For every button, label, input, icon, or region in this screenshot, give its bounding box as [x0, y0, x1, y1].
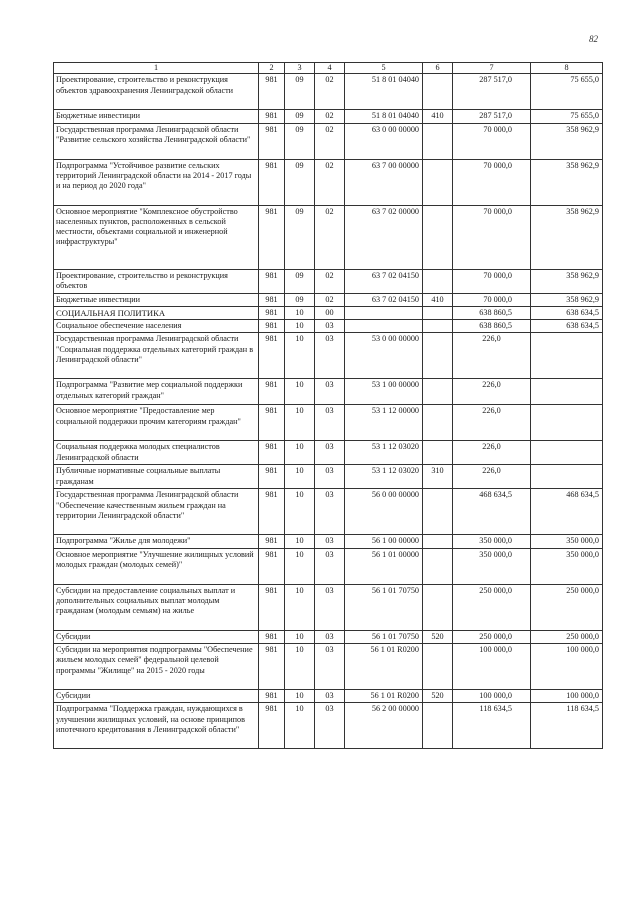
row-ved-cell: 981 [259, 630, 285, 643]
table-body [54, 74, 603, 749]
row-pr-cell: 03 [315, 548, 345, 584]
row-sum-2017-cell: 118 634,5 [453, 703, 531, 749]
row-sum-2017-cell: 287 517,0 [453, 74, 531, 110]
table-row [54, 535, 603, 548]
row-vr-cell [423, 441, 453, 465]
row-sum-2017-cell: 70 000,0 [453, 123, 531, 159]
row-pr-cell: 03 [315, 320, 345, 333]
row-pr-cell: 02 [315, 74, 345, 110]
row-rz-cell: 09 [285, 269, 315, 293]
table-row [54, 123, 603, 159]
row-csr-cell: 56 1 00 00000 [345, 535, 423, 548]
row-csr-cell: 63 7 02 04150 [345, 293, 423, 306]
table-row [54, 441, 603, 465]
row-sum-2017-cell: 226,0 [453, 379, 531, 405]
row-ved-cell: 981 [259, 293, 285, 306]
row-ved-cell: 981 [259, 548, 285, 584]
row-ved-cell: 981 [259, 205, 285, 269]
row-csr-cell: 56 1 01 00000 [345, 548, 423, 584]
row-name-cell: Подпрограмма "Устойчивое развитие сельских территорий Ленинградской области на 2014 - 2017 годы и на период до 2020 года" [54, 159, 259, 205]
row-name-cell: Государственная программа Ленинградской области "Обеспечение качественным жильем граждан на территории Ленинградской области" [54, 489, 259, 535]
row-name-cell: Проектирование, строительство и реконструкция объектов здравоохранения Ленинградской области [54, 74, 259, 110]
row-ved-cell: 981 [259, 320, 285, 333]
row-pr-cell: 00 [315, 306, 345, 319]
row-csr-cell: 53 1 00 00000 [345, 379, 423, 405]
row-ved-cell: 981 [259, 690, 285, 703]
row-name-cell: Субсидии [54, 630, 259, 643]
row-sum-2017-cell: 468 634,5 [453, 489, 531, 535]
row-ved-cell: 981 [259, 269, 285, 293]
row-sum-2017-cell: 226,0 [453, 441, 531, 465]
row-name-cell: Подпрограмма "Жилье для молодежи" [54, 535, 259, 548]
row-name-cell: Субсидии на мероприятия подпрограммы "Обеспечение жильем молодых семей" федеральной целевой программы "Жилище" на 2015 - 2020 годы [54, 644, 259, 690]
row-rz-cell: 09 [285, 74, 315, 110]
table-row [54, 548, 603, 584]
row-vr-cell [423, 489, 453, 535]
row-name-cell: Подпрограмма "Поддержка граждан, нуждающихся в улучшении жилищных условий, на основе принципов ипотечного кредитования в Ленинградской области" [54, 703, 259, 749]
row-ved-cell: 981 [259, 644, 285, 690]
table-row [54, 644, 603, 690]
row-csr-cell: 63 0 00 00000 [345, 123, 423, 159]
budget-table [53, 62, 603, 749]
row-csr-cell: 53 1 12 03020 [345, 441, 423, 465]
table-row [54, 489, 603, 535]
row-vr-cell: 520 [423, 690, 453, 703]
row-vr-cell: 310 [423, 465, 453, 489]
row-sum-2018-cell [531, 405, 603, 441]
row-ved-cell: 981 [259, 535, 285, 548]
row-pr-cell: 02 [315, 293, 345, 306]
row-name-cell: Государственная программа Ленинградской области "Развитие сельского хозяйства Ленинградской области" [54, 123, 259, 159]
row-name-cell: Основное мероприятие "Улучшение жилищных условий молодых граждан (молодых семей)" [54, 548, 259, 584]
row-ved-cell: 981 [259, 441, 285, 465]
row-vr-cell [423, 535, 453, 548]
row-vr-cell [423, 644, 453, 690]
row-name-cell: Основное мероприятие "Предоставление мер социальной поддержки прочим категориям граждан" [54, 405, 259, 441]
row-ved-cell: 981 [259, 333, 285, 379]
row-sum-2018-cell: 350 000,0 [531, 535, 603, 548]
row-csr-cell: 63 7 02 00000 [345, 205, 423, 269]
row-csr-cell: 56 1 01 R0200 [345, 644, 423, 690]
row-sum-2017-cell: 100 000,0 [453, 690, 531, 703]
row-sum-2018-cell [531, 441, 603, 465]
row-pr-cell: 03 [315, 703, 345, 749]
table-row [54, 630, 603, 643]
row-ved-cell: 981 [259, 465, 285, 489]
row-sum-2017-cell: 250 000,0 [453, 584, 531, 630]
row-pr-cell: 03 [315, 584, 345, 630]
row-name-cell: Проектирование, строительство и реконструкция объектов [54, 269, 259, 293]
row-sum-2018-cell: 358 962,9 [531, 293, 603, 306]
row-vr-cell [423, 320, 453, 333]
row-pr-cell: 02 [315, 205, 345, 269]
row-csr-cell: 56 1 01 70750 [345, 584, 423, 630]
row-csr-cell: 51 8 01 04040 [345, 110, 423, 123]
row-pr-cell: 03 [315, 630, 345, 643]
row-csr-cell [345, 306, 423, 319]
row-vr-cell: 520 [423, 630, 453, 643]
header-cell-5: 5 [345, 63, 423, 74]
row-csr-cell: 56 1 01 R0200 [345, 690, 423, 703]
table-row [54, 584, 603, 630]
row-sum-2018-cell: 250 000,0 [531, 584, 603, 630]
row-vr-cell [423, 379, 453, 405]
row-sum-2018-cell: 358 962,9 [531, 269, 603, 293]
row-pr-cell: 03 [315, 535, 345, 548]
row-sum-2018-cell: 638 634,5 [531, 306, 603, 319]
row-rz-cell: 10 [285, 333, 315, 379]
row-name-cell: Субсидии [54, 690, 259, 703]
table-row [54, 703, 603, 749]
row-name-cell: Социальное обеспечение населения [54, 320, 259, 333]
row-rz-cell: 10 [285, 465, 315, 489]
row-rz-cell: 10 [285, 535, 315, 548]
row-vr-cell [423, 205, 453, 269]
row-vr-cell [423, 333, 453, 379]
row-rz-cell: 10 [285, 306, 315, 319]
row-sum-2018-cell: 350 000,0 [531, 548, 603, 584]
row-name-cell: Основное мероприятие "Комплексное обустройство населенных пунктов, расположенных в сельской местности, объектами социальной и инженерной инфраструктуры" [54, 205, 259, 269]
row-pr-cell: 03 [315, 333, 345, 379]
row-rz-cell: 10 [285, 690, 315, 703]
row-csr-cell: 56 1 01 70750 [345, 630, 423, 643]
row-sum-2018-cell [531, 379, 603, 405]
row-sum-2017-cell: 350 000,0 [453, 548, 531, 584]
header-cell-8: 8 [531, 63, 603, 74]
row-vr-cell [423, 306, 453, 319]
row-ved-cell: 981 [259, 306, 285, 319]
row-rz-cell: 10 [285, 548, 315, 584]
row-sum-2018-cell: 250 000,0 [531, 630, 603, 643]
row-ved-cell: 981 [259, 74, 285, 110]
table-row [54, 690, 603, 703]
row-sum-2018-cell: 358 962,9 [531, 159, 603, 205]
row-rz-cell: 09 [285, 205, 315, 269]
row-sum-2017-cell: 100 000,0 [453, 644, 531, 690]
row-name-cell: Подпрограмма "Развитие мер социальной поддержки отдельных категорий граждан" [54, 379, 259, 405]
row-rz-cell: 10 [285, 489, 315, 535]
row-pr-cell: 03 [315, 690, 345, 703]
row-rz-cell: 09 [285, 293, 315, 306]
row-pr-cell: 02 [315, 159, 345, 205]
row-name-cell: Социальная поддержка молодых специалистов Ленинградской области [54, 441, 259, 465]
row-pr-cell: 03 [315, 441, 345, 465]
row-ved-cell: 981 [259, 110, 285, 123]
row-vr-cell [423, 405, 453, 441]
row-name-cell: Публичные нормативные социальные выплаты гражданам [54, 465, 259, 489]
row-csr-cell: 53 1 12 00000 [345, 405, 423, 441]
row-rz-cell: 10 [285, 320, 315, 333]
row-name-cell: СОЦИАЛЬНАЯ ПОЛИТИКА [54, 306, 259, 319]
row-rz-cell: 09 [285, 159, 315, 205]
row-rz-cell: 10 [285, 644, 315, 690]
row-sum-2017-cell: 70 000,0 [453, 159, 531, 205]
table-row [54, 465, 603, 489]
table-row [54, 159, 603, 205]
header-cell-6: 6 [423, 63, 453, 74]
row-rz-cell: 10 [285, 584, 315, 630]
header-cell-3: 3 [285, 63, 315, 74]
row-pr-cell: 02 [315, 269, 345, 293]
row-sum-2018-cell: 358 962,9 [531, 123, 603, 159]
row-rz-cell: 10 [285, 441, 315, 465]
row-sum-2018-cell: 118 634,5 [531, 703, 603, 749]
row-vr-cell: 410 [423, 110, 453, 123]
row-pr-cell: 03 [315, 379, 345, 405]
row-ved-cell: 981 [259, 703, 285, 749]
header-cell-1: 1 [54, 63, 259, 74]
table-row [54, 110, 603, 123]
row-sum-2018-cell: 100 000,0 [531, 644, 603, 690]
row-name-cell: Субсидии на предоставление социальных выплат и дополнительных социальных выплат молодым гражданам (молодым семьям) на жилье [54, 584, 259, 630]
row-sum-2017-cell: 226,0 [453, 405, 531, 441]
row-rz-cell: 10 [285, 703, 315, 749]
row-csr-cell: 56 2 00 00000 [345, 703, 423, 749]
table-row [54, 405, 603, 441]
row-sum-2018-cell: 75 655,0 [531, 74, 603, 110]
row-vr-cell: 410 [423, 293, 453, 306]
row-sum-2017-cell: 70 000,0 [453, 205, 531, 269]
row-ved-cell: 981 [259, 379, 285, 405]
row-vr-cell [423, 123, 453, 159]
row-rz-cell: 10 [285, 405, 315, 441]
row-sum-2017-cell: 226,0 [453, 333, 531, 379]
row-pr-cell: 02 [315, 123, 345, 159]
row-sum-2018-cell: 100 000,0 [531, 690, 603, 703]
row-ved-cell: 981 [259, 405, 285, 441]
row-sum-2018-cell [531, 465, 603, 489]
table-row [54, 293, 603, 306]
row-sum-2017-cell: 287 517,0 [453, 110, 531, 123]
row-pr-cell: 03 [315, 405, 345, 441]
row-pr-cell: 03 [315, 644, 345, 690]
header-cell-2: 2 [259, 63, 285, 74]
row-csr-cell: 56 0 00 00000 [345, 489, 423, 535]
row-csr-cell: 53 1 12 03020 [345, 465, 423, 489]
row-csr-cell: 63 7 00 00000 [345, 159, 423, 205]
row-name-cell: Бюджетные инвестиции [54, 110, 259, 123]
row-csr-cell [345, 320, 423, 333]
row-sum-2018-cell: 75 655,0 [531, 110, 603, 123]
row-ved-cell: 981 [259, 159, 285, 205]
header-cell-7: 7 [453, 63, 531, 74]
row-pr-cell: 03 [315, 465, 345, 489]
row-ved-cell: 981 [259, 489, 285, 535]
row-csr-cell: 53 0 00 00000 [345, 333, 423, 379]
page-number: 82 [589, 34, 598, 44]
row-vr-cell [423, 74, 453, 110]
row-rz-cell: 09 [285, 123, 315, 159]
row-vr-cell [423, 548, 453, 584]
table-row [54, 74, 603, 110]
row-name-cell: Бюджетные инвестиции [54, 293, 259, 306]
row-vr-cell [423, 269, 453, 293]
table-row [54, 320, 603, 333]
row-rz-cell: 09 [285, 110, 315, 123]
table-row [54, 333, 603, 379]
row-vr-cell [423, 703, 453, 749]
row-sum-2017-cell: 70 000,0 [453, 269, 531, 293]
row-sum-2017-cell: 350 000,0 [453, 535, 531, 548]
row-vr-cell [423, 159, 453, 205]
row-sum-2017-cell: 70 000,0 [453, 293, 531, 306]
row-vr-cell [423, 584, 453, 630]
row-sum-2018-cell: 468 634,5 [531, 489, 603, 535]
row-pr-cell: 03 [315, 489, 345, 535]
row-sum-2017-cell: 638 860,5 [453, 320, 531, 333]
header-cell-4: 4 [315, 63, 345, 74]
row-ved-cell: 981 [259, 584, 285, 630]
table-row [54, 306, 603, 319]
row-csr-cell: 51 8 01 04040 [345, 74, 423, 110]
row-sum-2017-cell: 226,0 [453, 465, 531, 489]
row-pr-cell: 02 [315, 110, 345, 123]
row-rz-cell: 10 [285, 379, 315, 405]
table-header-row [54, 63, 603, 74]
row-sum-2018-cell: 638 634,5 [531, 320, 603, 333]
table-row [54, 269, 603, 293]
row-ved-cell: 981 [259, 123, 285, 159]
table-row [54, 205, 603, 269]
row-sum-2017-cell: 250 000,0 [453, 630, 531, 643]
row-csr-cell: 63 7 02 04150 [345, 269, 423, 293]
row-sum-2017-cell: 638 860,5 [453, 306, 531, 319]
row-name-cell: Государственная программа Ленинградской области "Социальная поддержка отдельных категорий граждан в Ленинградской области" [54, 333, 259, 379]
row-rz-cell: 10 [285, 630, 315, 643]
row-sum-2018-cell [531, 333, 603, 379]
table-row [54, 379, 603, 405]
row-sum-2018-cell: 358 962,9 [531, 205, 603, 269]
